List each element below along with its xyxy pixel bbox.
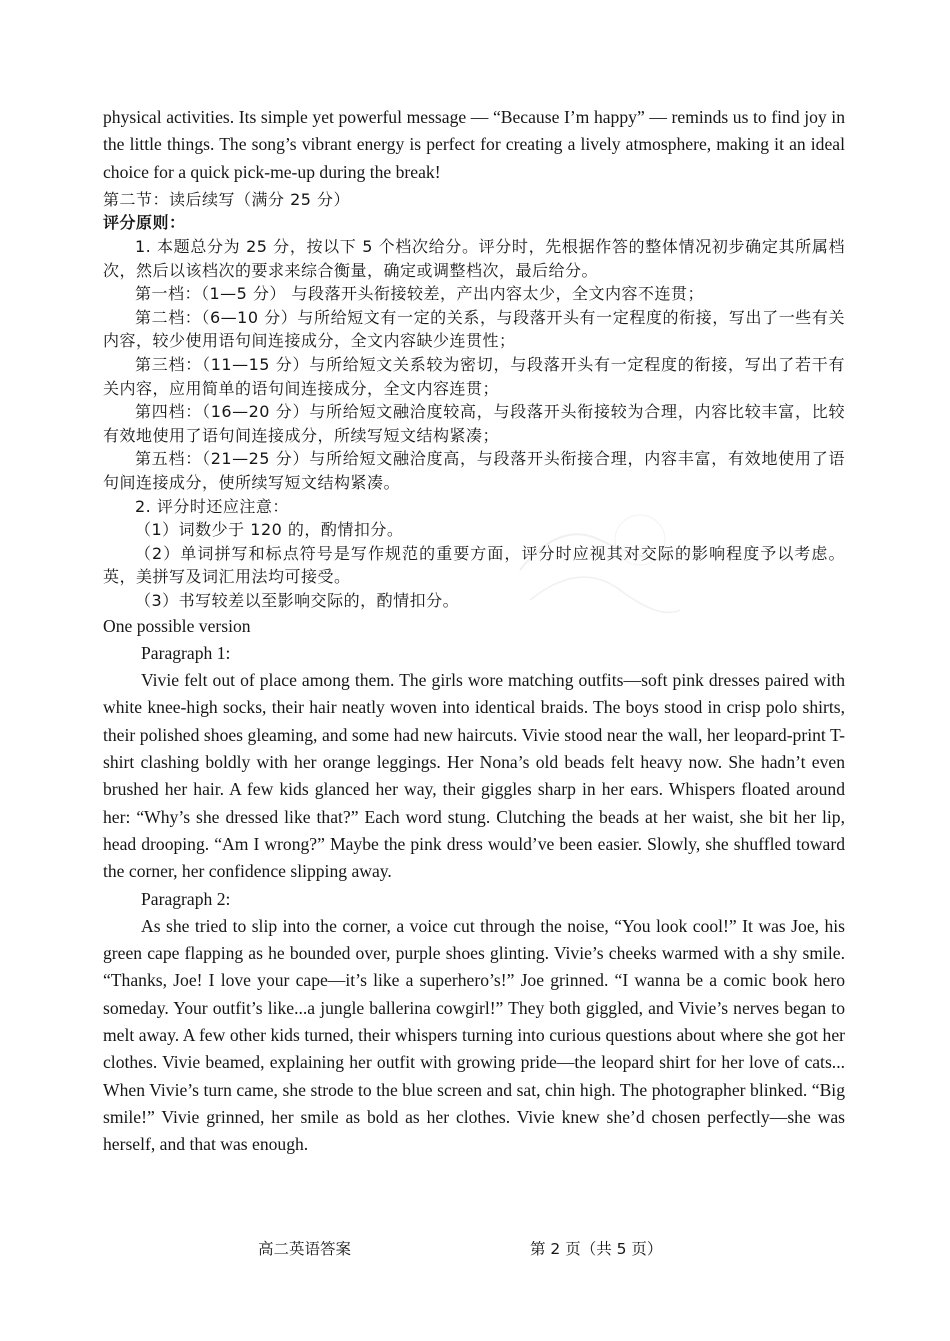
grading-note-3: （3）书写较差以至影响交际的，酌情扣分。 [135,590,460,610]
footer-page-number: 第 2 页（共 5 页） [530,1240,663,1258]
main-content [103,104,845,1159]
grading-note-2: （2）单词拼写和标点符号是写作规范的重要方面，评分时应视其对交际的影响程度予以考虑。英，美拼写及词汇用法均可接受。 [103,543,845,587]
grading-item-level-4: 第四档：（16—20 分）与所给短文融洽度较高，与段落开头衔接较为合理，内容比较丰富，比较有效地使用了语句间连接成分，所续写短文结构紧凑； [103,402,845,445]
grading-item-level-3: 第三档：（11—15 分）与所给短文关系较为密切，与段落开头有一定程度的衔接，写出了若干有关内容，应用简单的语句间连接成分，全文内容连贯； [103,355,845,398]
intro-paragraph: physical activities. Its simple yet powerful message — “Because I’m happy” — reminds us to find joy in the little things. The song’s vibrant energy is perfect for creating a lively atmosphere, making it an ideal choice for a quick pick-me-up during the break! [103,107,845,182]
grading-note-1: （1）词数少于 120 的，酌情扣分。 [135,520,404,540]
grading-item-notes: 2. 评分时还应注意： [135,496,289,516]
paragraph-1-text: Vivie felt out of place among them. The girls wore matching outfits—soft pink dresses paired with white knee-high socks, their hair neatly woven into identical braids. The boys stood in crisp polo shirts, their polished shoes gleaming, and some had new haircuts. Vivie stood near the wall, her leopard-print T-shirt clashing boldly with her orange leggings. Her Nona’s old beads felt heavy now. She hadn’t even brushed her hair. A few kids glanced her way, their giggles sharp in her ears. Whispers floated around her: “Why’s she dressed like that?” Each word stung. Clutching the beads at her waist, she bit her lip, head drooping. “Am I wrong?” Maybe the pink dress would’ve been easier. Slowly, she shuffled toward the corner, her confidence slipping away. [103,670,845,882]
version-title: One possible version [103,615,251,636]
grading-item-level-2: 第二档：（6—10 分）与所给短文有一定的关系，与段落开头有一定程度的衔接，写出了一些有关内容，较少使用语句间连接成分，全文内容缺少连贯性； [103,307,845,351]
grading-title: 评分原则： [103,213,186,233]
grading-item-total: 1. 本题总分为 25 分，按以下 5 个档次给分。评分时，先根据作答的整体情况初步确定其所属档次，然后以该档次的要求来综合衡量，确定或调整档次，最后给分。 [103,237,845,280]
footer-course-label: 高二英语答案 [258,1240,352,1258]
paragraph-1-label: Paragraph 1: [141,642,231,663]
grading-item-level-5: 第五档：（21—25 分）与所给短文融洽度高，与段落开头衔接合理，内容丰富，有效地使用了语句间连接成分，使所续写短文结构紧凑。 [103,449,845,493]
paragraph-2-label: Paragraph 2: [141,888,231,909]
grading-item-level-1: 第一档：（1—5 分） 与段落开头衔接较差，产出内容太少，全文内容不连贯； [135,284,705,304]
section-title: 第二节：读后续写（满分 25 分） [103,189,351,209]
paragraph-2-text: As she tried to slip into the corner, a voice cut through the noise, “You look cool!” It was Joe, his green cape flapping as he bounded over, purple shoes glinting. Vivie’s cheeks warmed with a shy smile. “Thanks, Joe! I love your cape—it’s like a superhero’s!” Joe grinned. “I wanna be a comic book hero someday. Your outfit’s like...a jungle ballerina cowgirl!” They both giggled, and Vivie’s nerves began to melt away. A few other kids turned, their whispers turning into curious questions about where she got her clothes. Vivie beamed, explaining her outfit with growing pride—the leopard shirt for her love of cats... When Vivie’s turn came, she strode to the blue screen and sat, chin high. The photographer blinked. “Big smile!” Vivie grinned, her smile as bold as her clothes. Vivie knew she’d chosen perfectly—she was herself, and that was enough. [103,915,845,1155]
